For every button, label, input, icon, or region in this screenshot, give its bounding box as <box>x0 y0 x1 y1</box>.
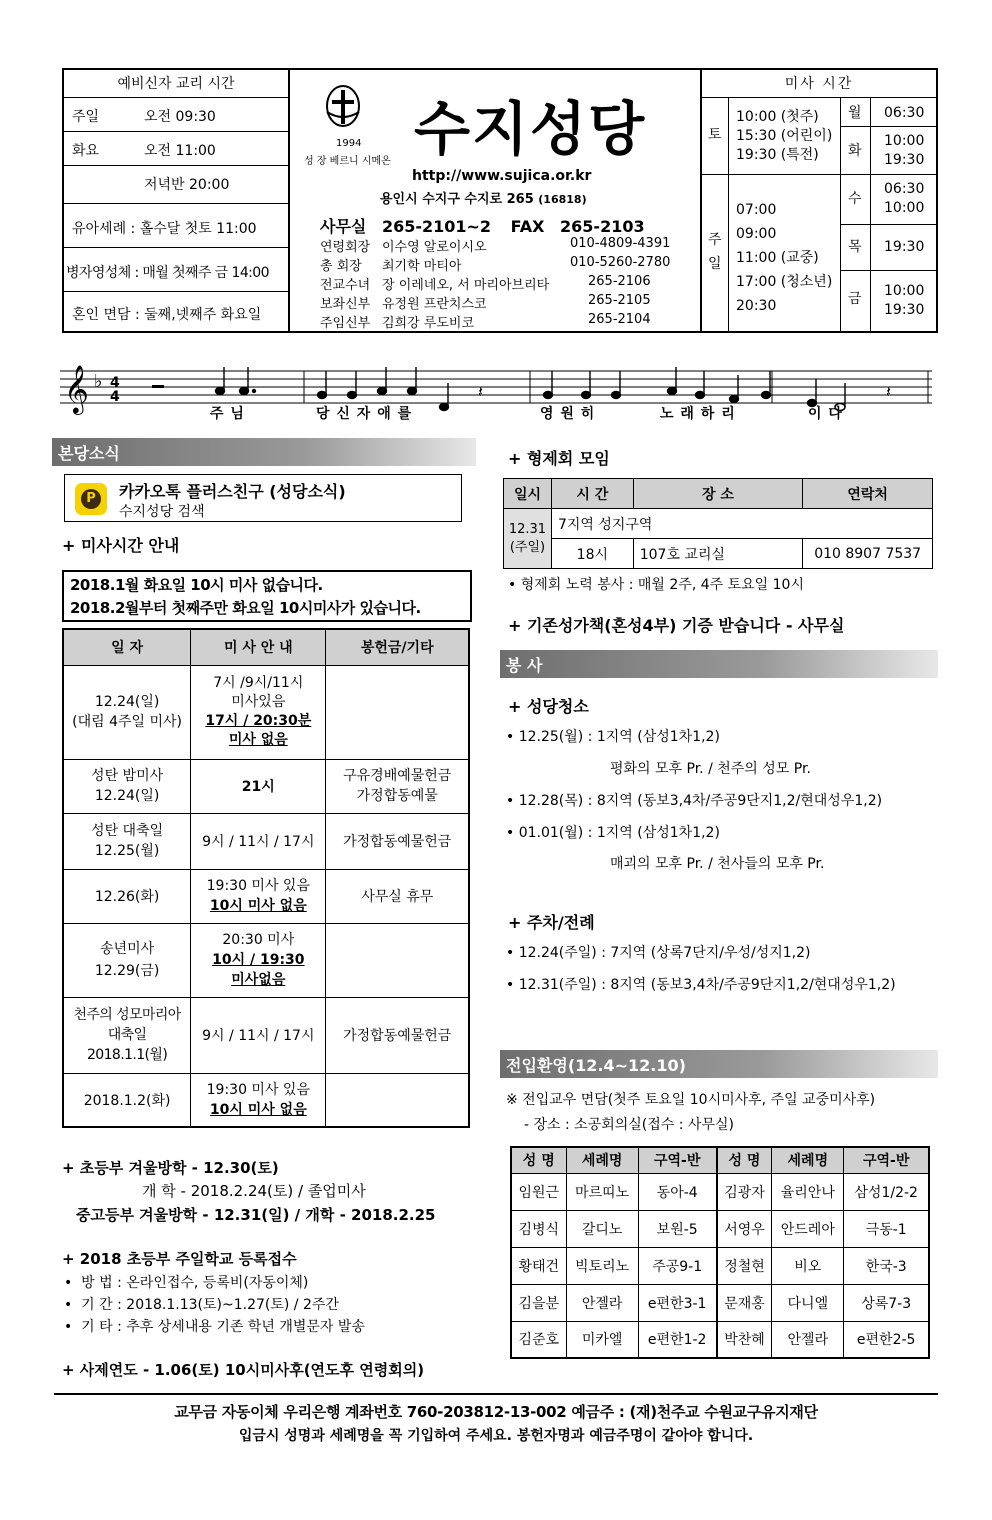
table-row: 12.24(일) (대림 4주일 미사) 7시 /9시/11시 미사있음 17시 / 20:30분 미사 없음 <box>63 665 469 759</box>
kakao-title: 카카오톡 플러스친구 (성당소식) <box>119 482 346 501</box>
treble-clef-icon: 𝄞 <box>64 364 89 413</box>
parking-item: • 12.31(주일) : 8지역 (동보3,4차/주공9단지1,2/현대성우1,2) <box>506 977 896 993</box>
lyric-4: 노 래 하 리 <box>660 406 736 422</box>
church-logo <box>304 82 398 167</box>
parking-title: + 주차/전례 <box>508 913 595 932</box>
table-row: 12.31 (주일) 7지역 성지구역 <box>504 509 933 539</box>
weekday-thu: 목 <box>848 239 862 255</box>
contact-row: 연령회장 이수영 알로이시오 010-4809-4391 <box>320 236 671 255</box>
sunday-school-item: • 기 타 : 추후 상세내용 기존 학년 개별문자 발송 <box>64 1319 365 1335</box>
logo-caption: 성 장 베르니 시메온 <box>304 156 391 167</box>
catechism-row: 화요 오전 11:00 <box>64 132 288 166</box>
flat-icon: ♭ <box>94 371 103 392</box>
svg-text:4: 4 <box>110 389 120 405</box>
mass-schedule-table <box>62 628 470 1128</box>
table-row: 김병식 갈디노 보원-5 서영우 안드레아 극동-1 <box>511 1210 929 1247</box>
music-staff <box>60 346 932 436</box>
cleaning-item: 평화의 모후 Pr. / 천주의 성모 Pr. <box>610 761 811 777</box>
mass-times-panel: 미사 시간 토 10:00 (첫주) 15:30 (어린이) 19:30 (특전) 주 일 07:00 09:00 11:00 (교중) 17:00 (청소년) 20:30 월 06:30 화 10:00 19:30 수 06:30 10:00 목 19:30 금 10:00 19:30 <box>700 70 936 331</box>
contact-list <box>320 236 700 331</box>
lyric-2: 당 신 자 애 를 <box>316 406 413 422</box>
hymnal-donation: + 기존성가책(혼성4부) 기증 받습니다 - 사무실 <box>508 616 845 635</box>
section-header-welcome: 전입환영(12.4~12.10) <box>500 1050 938 1078</box>
cleaning-item: 매괴의 모후 Pr. / 천사들의 모후 Pr. <box>610 856 825 872</box>
catechism-row: 주일 오전 09:30 <box>64 98 288 132</box>
cleaning-item: • 01.01(월) : 1지역 (삼성1차1,2) <box>506 825 720 841</box>
col-header: 구역-반 <box>844 1147 929 1173</box>
kakao-box[interactable] <box>64 474 462 522</box>
table-row: 천주의 성모마리아 대축일 2018.1.1(월) 9시 / 11시 / 17시 가정합동예물헌금 <box>63 997 469 1073</box>
svg-text:𝄽: 𝄽 <box>478 382 483 401</box>
table-row: 성탄 밤미사 12.24(일) 21시 구유경배예물헌금 가정합동예물 <box>63 759 469 813</box>
winter-elementary: + 초등부 겨울방학 - 12.30(토) <box>62 1159 279 1177</box>
col-header: 세례명 <box>566 1147 638 1173</box>
col-header: 세례명 <box>772 1147 844 1173</box>
marriage-consult: 혼인 면담 : 둘째,넷째주 화요일 <box>72 307 262 323</box>
weekday-wed: 수 <box>848 191 862 207</box>
table-row: 성탄 대축일 12.25(월) 9시 / 11시 / 17시 가정합동예물헌금 <box>63 813 469 869</box>
parking-item: • 12.24(주일) : 7지역 (상록7단지/우성/성지1,2) <box>506 945 811 961</box>
brothers-title: + 형제회 모임 <box>508 449 610 468</box>
sat-times: 10:00 (첫주) 15:30 (어린이) 19:30 (특전) <box>736 109 833 163</box>
infant-baptism: 유아세례 : 홀수달 첫토 11:00 <box>64 204 288 248</box>
table-row: 임원근 마르띠노 동아-4 김광자 율리안나 삼성1/2-2 <box>511 1173 929 1210</box>
sun-label: 주 일 <box>708 232 722 272</box>
table-row: 송년미사 12.29(금) 20:30 미사 10시 / 19:30 미사없음 <box>63 923 469 997</box>
lyric-1: 주 님 <box>210 406 245 422</box>
half-rest-icon <box>152 385 164 388</box>
memorial-mass: + 사제연도 - 1.06(토) 10시미사후(연도후 연령회의) <box>62 1361 425 1379</box>
mass-times-title: 미사 시간 <box>702 70 936 98</box>
winter-opening: 개 학 - 2018.2.24(토) / 졸업미사 <box>142 1182 366 1200</box>
table-row: 2018.1.2(화) 19:30 미사 있음 10시 미사 없음 <box>63 1073 469 1127</box>
svg-text:𝄽: 𝄽 <box>886 382 891 401</box>
logo-year: 1994 <box>336 138 362 149</box>
col-header: 연락처 <box>803 479 933 509</box>
cleaning-title: + 성당청소 <box>508 697 589 716</box>
col-header: 일 자 <box>63 629 191 665</box>
col-header: 일시 <box>504 479 552 509</box>
col-header: 성 명 <box>717 1147 772 1173</box>
table-row: 18시 107호 교리실 010 8907 7537 <box>504 539 933 569</box>
col-header: 봉헌금/기타 <box>326 629 469 665</box>
lyric-3: 영 원 히 <box>540 406 596 422</box>
contact-row: 총 회장 최기학 마티아 010-5260-2780 <box>320 255 671 274</box>
section-header-news: 본당소식 <box>52 438 476 466</box>
catechism-panel <box>64 70 290 331</box>
contact-row: 주임신부 김희강 루도비코 265-2104 <box>320 312 651 331</box>
weekday-fri: 금 <box>848 291 862 307</box>
sunday-school-item: • 기 간 : 2018.1.13(토)~1.27(토) / 2주간 <box>64 1297 339 1313</box>
church-name: 수지성당 <box>414 95 647 163</box>
catechism-row: 저녁반 20:00 <box>64 166 288 204</box>
cross-logo-icon <box>308 82 378 142</box>
winter-secondary: 중고등부 겨울방학 - 12.31(일) / 개학 - 2018.2.25 <box>76 1206 436 1224</box>
sunday-school-item: • 방 법 : 온라인접수, 등록비(자동이체) <box>64 1275 309 1291</box>
welcome-note: ※ 전입교우 면담(첫주 토요일 10시미사후, 주일 교중미사후) <box>506 1092 876 1108</box>
contact-row: 전교수녀 장 이레네오, 서 마리아브리타 265-2106 <box>320 274 651 293</box>
col-header: 성 명 <box>511 1147 566 1173</box>
contact-row: 보좌신부 유정원 프란치스코 265-2105 <box>320 293 651 312</box>
col-header: 장 소 <box>633 479 803 509</box>
footer-divider <box>54 1393 938 1395</box>
col-header: 구역-반 <box>638 1147 717 1173</box>
sunday-school-title: + 2018 초등부 주일학교 등록접수 <box>62 1250 297 1268</box>
welcome-place: - 장소 : 소공회의실(접수 : 사무실) <box>524 1117 734 1133</box>
cleaning-item: • 12.25(월) : 1지역 (삼성1차1,2) <box>506 729 720 745</box>
section-header-service: 봉 사 <box>500 650 938 678</box>
col-header: 미 사 안 내 <box>191 629 326 665</box>
welcome-table <box>510 1146 930 1359</box>
footer-account: 교무금 자동이체 우리은행 계좌번호 760-203812-13-002 예금주 : (재)천주교 수원교구유지재단 <box>174 1403 818 1421</box>
weekday-mon: 월 <box>848 105 862 121</box>
table-row: 김준호 미카엘 e편한1-2 박찬혜 안젤라 e편한2-5 <box>511 1321 929 1358</box>
mass-info-title: + 미사시간 안내 <box>62 536 180 555</box>
kakao-logo-icon: P <box>75 483 107 515</box>
brothers-note: • 형제회 노력 봉사 : 매월 2주, 4주 토요일 10시 <box>508 577 804 593</box>
weekday-tue: 화 <box>848 143 862 159</box>
notice-box: 2018.1월 화요일 10시 미사 없습니다. 2018.2월부터 첫째주만 화요일 10시미사가 있습니다. <box>62 570 472 622</box>
footer-note: 입금시 성명과 세례명을 꼭 기입하여 주세요. 봉헌자명과 예금주명이 같아야 합니다. <box>238 1428 754 1444</box>
cleaning-item: • 12.28(목) : 8지역 (동보3,4차/주공9단지1,2/현대성우1,2) <box>506 793 883 809</box>
header-box <box>62 68 938 333</box>
svg-text:4: 4 <box>110 375 120 391</box>
church-url[interactable]: http://www.sujica.or.kr <box>412 168 592 184</box>
table-row: 김을분 안젤라 e편한3-1 문재홍 다니엘 상록7-3 <box>511 1284 929 1321</box>
sick-communion: 병자영성체 : 매월 첫째주 금 14:00 <box>64 248 288 292</box>
catechism-title: 예비신자 교리 시간 <box>64 70 288 98</box>
table-row: 12.26(화) 19:30 미사 있음 10시 미사 없음 사무실 휴무 <box>63 869 469 923</box>
sat-label: 토 <box>708 127 722 143</box>
lyric-5: 이 다 <box>808 406 843 422</box>
sun-times: 07:00 09:00 11:00 (교중) 17:00 (청소년) 20:30 <box>736 202 833 314</box>
table-row: 황태건 빅토리노 주공9-1 정철현 비오 한국-3 <box>511 1247 929 1284</box>
kakao-subtitle: 수지성당 검색 <box>119 504 205 520</box>
office-phones: 사무실 265-2101~2 FAX 265-2103 <box>320 217 645 236</box>
col-header: 시 간 <box>551 479 633 509</box>
church-address: 용인시 수지구 수지로 265 (16818) <box>380 192 587 207</box>
brothers-table <box>503 478 933 569</box>
